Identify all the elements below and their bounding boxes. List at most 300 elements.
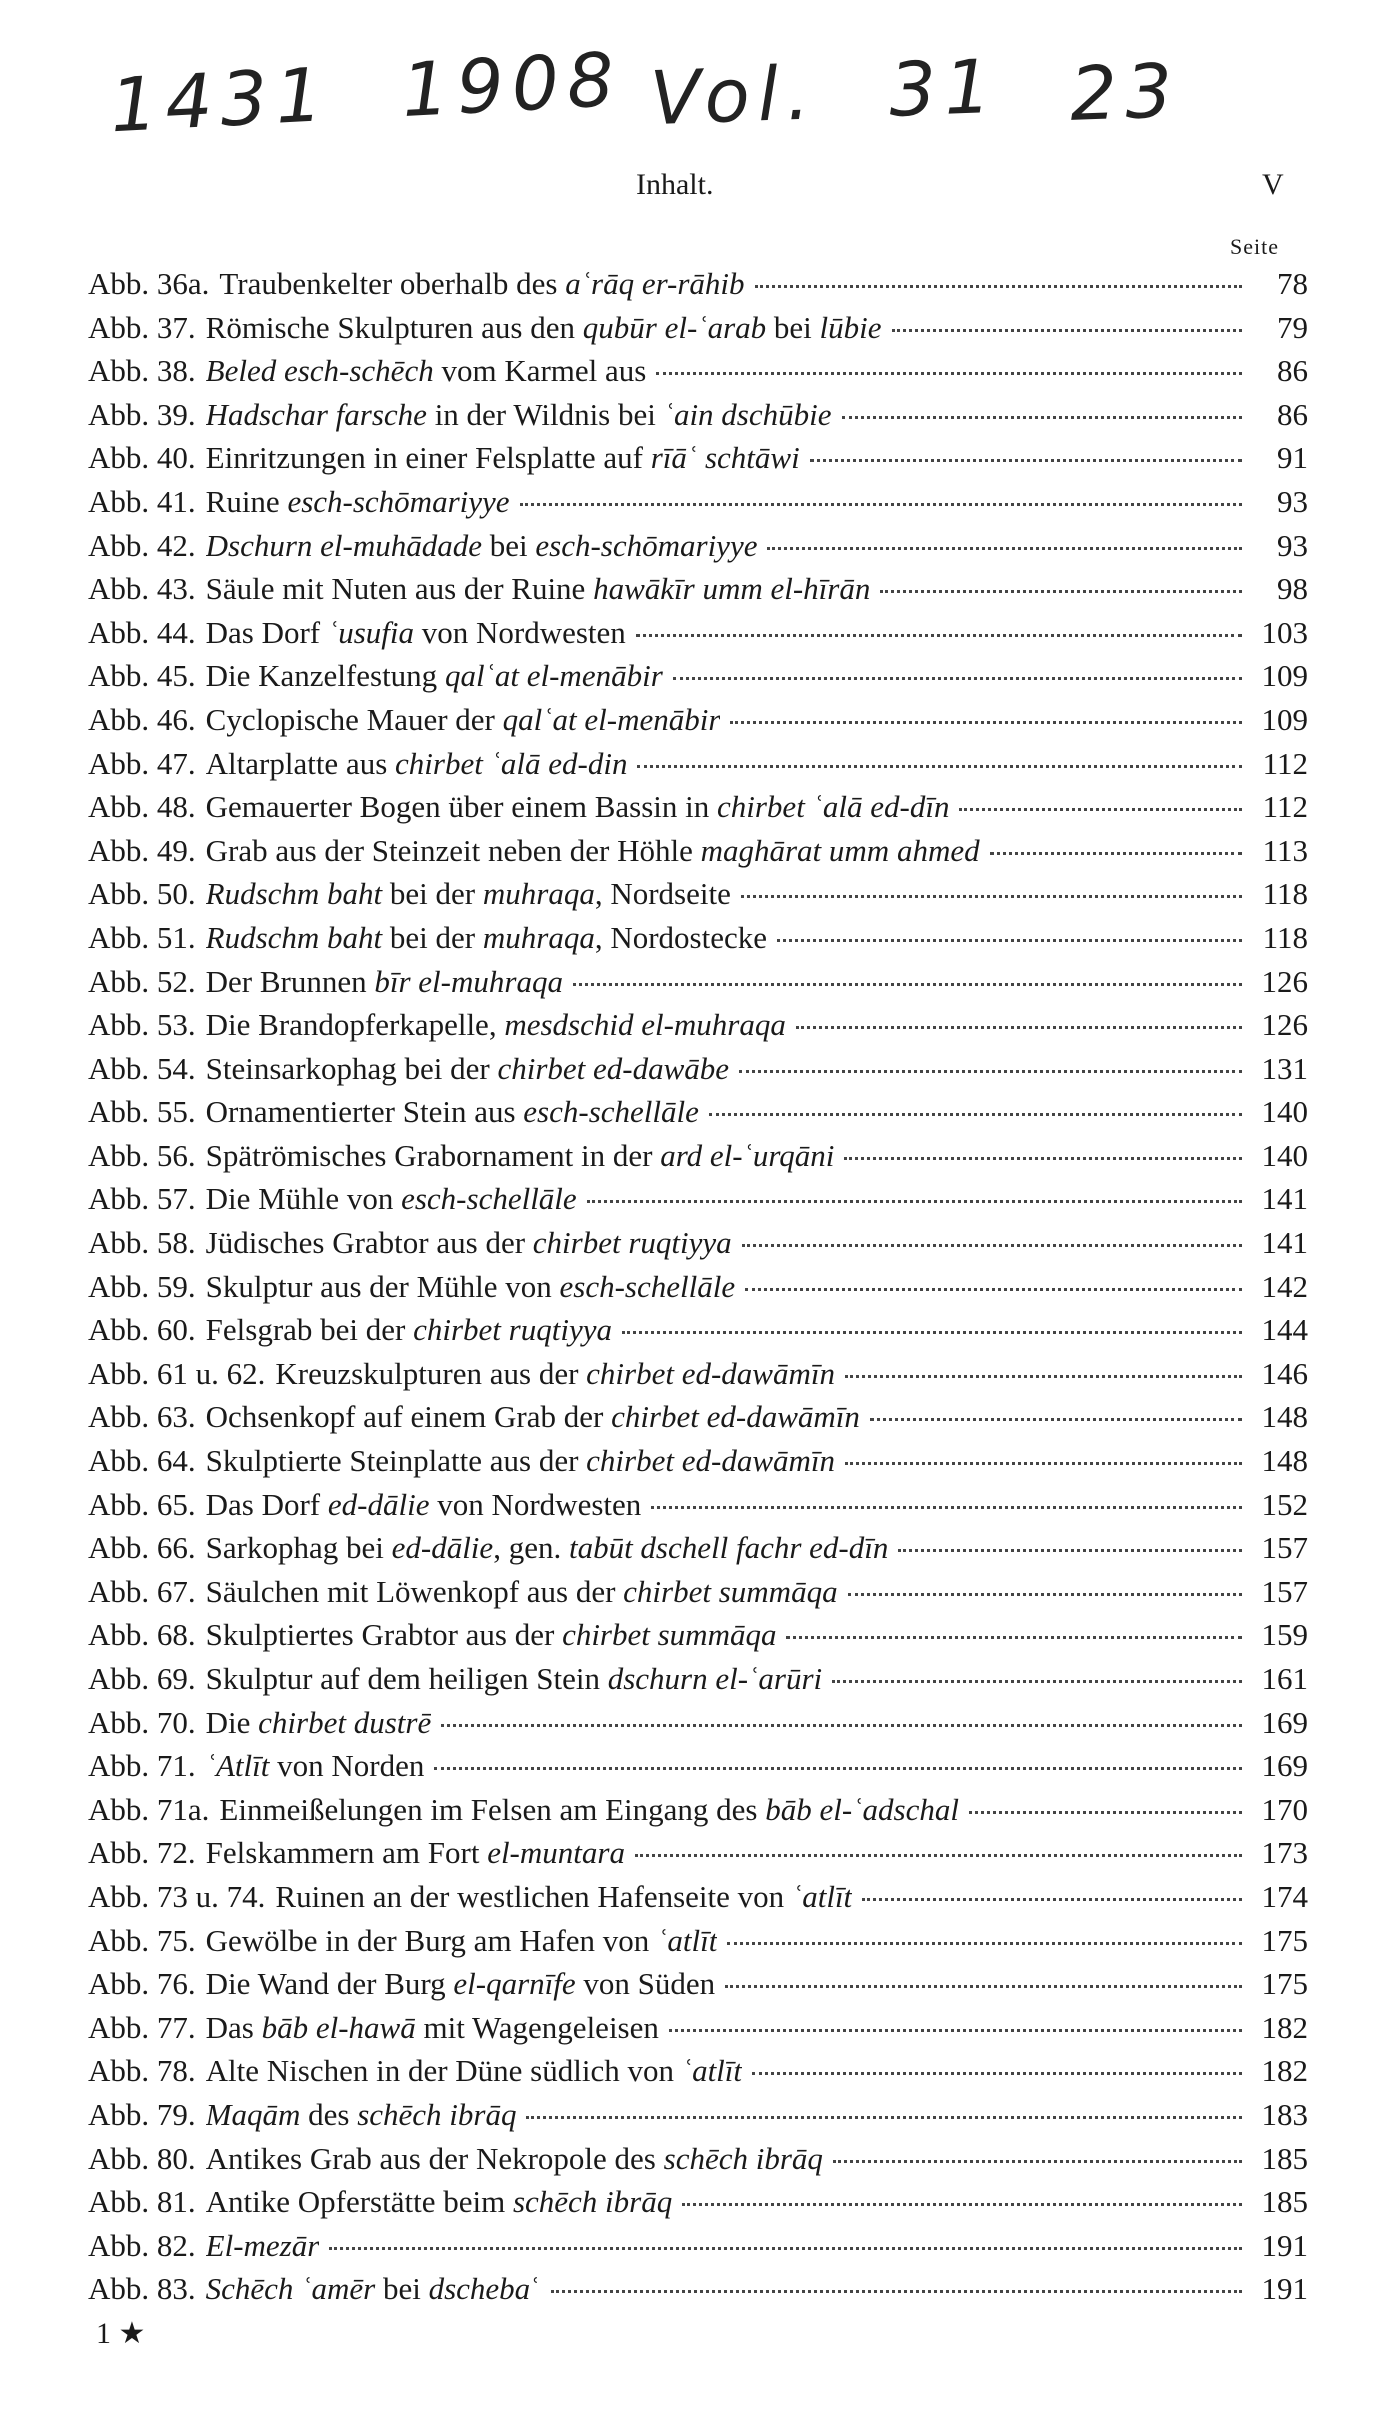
figure-list-item bbox=[88, 1831, 1308, 1875]
handwritten-note-number: 1431 1908 bbox=[108, 36, 625, 150]
caption-italic-term: esch-schellāle bbox=[523, 1094, 699, 1130]
figure-page-number: 157 bbox=[1261, 1530, 1308, 1566]
caption-italic-term: chirbet ruqtiyya bbox=[413, 1312, 612, 1348]
figure-number: Abb. 73 u. 74. bbox=[88, 1878, 266, 1914]
caption-italic-term: chirbet ed-dawāmīn bbox=[586, 1443, 835, 1479]
figure-list-item bbox=[88, 1265, 1308, 1309]
dot-leader bbox=[669, 2028, 1242, 2032]
figure-list-item bbox=[88, 2224, 1308, 2268]
caption-text: Skulptiertes Grabtor aus der bbox=[205, 1617, 563, 1653]
figure-page-number: 161 bbox=[1261, 1661, 1308, 1696]
figure-list-item bbox=[88, 1570, 1308, 1614]
figure-number: Abb. 75. bbox=[88, 1922, 196, 1958]
figure-list-item bbox=[88, 2093, 1308, 2137]
figure-number: Abb. 80. bbox=[88, 2140, 196, 2176]
figure-number: Abb. 63. bbox=[88, 1399, 196, 1435]
caption-text: Skulptur aus der Mühle von bbox=[205, 1268, 560, 1304]
dot-leader bbox=[969, 1810, 1242, 1814]
dot-leader bbox=[833, 2159, 1242, 2163]
figure-number: Abb. 60. bbox=[88, 1312, 196, 1348]
figure-list-item bbox=[88, 1134, 1308, 1178]
figure-number: Abb. 46. bbox=[88, 701, 196, 737]
caption-text: , Nordostecke bbox=[594, 919, 767, 955]
dot-leader bbox=[656, 371, 1242, 375]
figure-caption bbox=[206, 349, 647, 392]
caption-text: Das Dorf bbox=[205, 614, 328, 650]
figure-list-item bbox=[88, 349, 1308, 393]
figure-caption bbox=[206, 1962, 716, 2005]
figure-list-item bbox=[88, 1788, 1308, 1832]
figure-caption bbox=[206, 1134, 835, 1177]
caption-text: Ruine bbox=[205, 483, 288, 519]
figure-list-item bbox=[88, 654, 1308, 698]
caption-text: , Nordseite bbox=[594, 876, 731, 912]
caption-italic-term: muhraqa bbox=[482, 876, 595, 912]
figure-caption bbox=[206, 306, 882, 349]
page-column-label: Seite bbox=[1230, 234, 1279, 259]
caption-text: Säule mit Nuten aus der Ruine bbox=[205, 571, 594, 607]
caption-text: Cyclopische Mauer der bbox=[205, 701, 503, 737]
figure-caption bbox=[206, 480, 510, 523]
caption-italic-term: aʿrāq er-rāhib bbox=[565, 266, 745, 301]
caption-italic-term: ed-dālie bbox=[327, 1486, 430, 1522]
figure-caption bbox=[206, 1744, 425, 1787]
dot-leader bbox=[777, 938, 1242, 942]
caption-italic-term: ard el-ʿurqāni bbox=[660, 1137, 835, 1173]
figure-page-number: 152 bbox=[1261, 1486, 1308, 1522]
figure-page-number: 146 bbox=[1261, 1355, 1308, 1391]
figure-number: Abb. 45. bbox=[88, 658, 196, 694]
caption-italic-term: ʿAtlīt bbox=[205, 1748, 270, 1784]
caption-italic-term: Rudschm baht bbox=[205, 919, 383, 955]
figure-list-item bbox=[88, 2006, 1308, 2050]
signature-mark: 1 ★ bbox=[96, 2317, 146, 2350]
figure-list-item bbox=[88, 960, 1308, 1004]
caption-italic-term: dschurn el-ʿarūri bbox=[607, 1661, 823, 1696]
caption-text: Skulptur auf dem heiligen Stein bbox=[205, 1661, 608, 1696]
figure-list-item bbox=[88, 2137, 1308, 2181]
figure-list-item bbox=[88, 1526, 1308, 1570]
dot-leader bbox=[636, 633, 1242, 637]
caption-italic-term: esch-schellāle bbox=[401, 1181, 577, 1217]
caption-italic-term: chirbet summāqa bbox=[623, 1573, 838, 1609]
figure-list-item bbox=[88, 393, 1308, 437]
figure-list-item bbox=[88, 1701, 1308, 1745]
figure-caption bbox=[206, 2137, 823, 2180]
figure-list-item bbox=[88, 1657, 1308, 1701]
dot-leader bbox=[739, 1069, 1242, 1073]
figure-list-item bbox=[88, 1875, 1308, 1919]
caption-text: Einmeißelungen im Felsen am Eingang des bbox=[219, 1791, 766, 1827]
caption-italic-term: Maqām bbox=[205, 2096, 301, 2132]
caption-text: des bbox=[300, 2096, 358, 2132]
caption-italic-term: rīāʿ schtāwi bbox=[650, 440, 800, 476]
figure-number: Abb. 52. bbox=[88, 963, 196, 999]
figure-caption bbox=[206, 436, 800, 479]
caption-italic-term: Dschurn el-muhādade bbox=[205, 527, 483, 563]
dot-leader bbox=[844, 1156, 1242, 1160]
figure-number: Abb. 76. bbox=[88, 1966, 196, 2002]
figure-page-number: 112 bbox=[1262, 745, 1308, 781]
caption-text: Steinsarkophag bei der bbox=[205, 1050, 498, 1086]
figure-caption bbox=[206, 611, 626, 654]
figure-caption bbox=[206, 829, 980, 872]
figure-page-number: 126 bbox=[1261, 963, 1308, 999]
dot-leader bbox=[832, 1679, 1242, 1683]
dot-leader bbox=[892, 328, 1242, 332]
figure-caption bbox=[206, 1003, 786, 1046]
caption-text: bei der bbox=[382, 876, 483, 912]
caption-italic-term: bāb el-ʿadschal bbox=[765, 1791, 959, 1827]
figure-page-number: 112 bbox=[1262, 789, 1308, 825]
figure-page-number: 131 bbox=[1261, 1050, 1308, 1086]
dot-leader bbox=[848, 1592, 1242, 1596]
caption-italic-term: hawākīr umm el-hīrān bbox=[593, 571, 871, 607]
caption-italic-term: dscheba bbox=[428, 2271, 531, 2307]
figure-page-number: 118 bbox=[1262, 919, 1308, 955]
dot-leader bbox=[898, 1548, 1242, 1552]
handwritten-note bbox=[108, 36, 1260, 170]
figure-caption bbox=[206, 524, 758, 567]
dot-leader bbox=[990, 851, 1242, 855]
figure-number: Abb. 59. bbox=[88, 1268, 196, 1304]
figure-page-number: 103 bbox=[1261, 614, 1308, 650]
figure-caption bbox=[206, 1613, 777, 1656]
dot-leader bbox=[959, 807, 1242, 811]
caption-italic-term: Rudschm baht bbox=[205, 876, 383, 912]
caption-italic-term: ʿain dschūbie bbox=[663, 396, 832, 432]
caption-text: Der Brunnen bbox=[205, 963, 375, 999]
figure-caption bbox=[219, 262, 744, 305]
dot-leader bbox=[845, 1374, 1242, 1378]
figure-page-number: 113 bbox=[1262, 832, 1308, 868]
caption-text: von Norden bbox=[269, 1748, 425, 1784]
figure-list-item bbox=[88, 1919, 1308, 1963]
figure-page-number: 185 bbox=[1261, 2184, 1308, 2220]
dot-leader bbox=[551, 2289, 1243, 2293]
dot-leader bbox=[755, 284, 1242, 288]
figure-caption bbox=[275, 1875, 852, 1918]
caption-italic-term: chirbet ed-dawāmīn bbox=[611, 1399, 860, 1435]
caption-text: von Nordwesten bbox=[429, 1486, 642, 1522]
caption-text: ʿ bbox=[530, 2271, 541, 2307]
caption-text: Säulchen mit Löwenkopf aus der bbox=[205, 1573, 624, 1609]
dot-leader bbox=[637, 764, 1242, 768]
figure-number: Abb. 79. bbox=[88, 2096, 196, 2132]
caption-text: Das bbox=[205, 2009, 262, 2045]
dot-leader bbox=[441, 1723, 1242, 1727]
caption-italic-term: chirbet dustrē bbox=[258, 1704, 432, 1740]
figure-list-item bbox=[88, 1003, 1308, 1047]
caption-italic-term: maghārat umm ahmed bbox=[700, 832, 980, 868]
figure-number: Abb. 58. bbox=[88, 1225, 196, 1261]
caption-text: von Süden bbox=[575, 1966, 716, 2002]
dot-leader bbox=[709, 1112, 1242, 1116]
figure-number: Abb. 54. bbox=[88, 1050, 196, 1086]
figure-number: Abb. 49. bbox=[88, 832, 196, 868]
figure-list-item bbox=[88, 916, 1308, 960]
figure-caption bbox=[206, 2224, 320, 2267]
caption-italic-term: qalʿat el-menābir bbox=[444, 658, 663, 694]
caption-text: bei bbox=[375, 2271, 429, 2307]
dot-leader bbox=[742, 1243, 1242, 1247]
figure-number: Abb. 67. bbox=[88, 1573, 196, 1609]
caption-text: Traubenkelter oberhalb des bbox=[219, 266, 566, 301]
figure-page-number: 141 bbox=[1261, 1181, 1308, 1217]
figure-page-number: 93 bbox=[1277, 483, 1308, 519]
figure-list-item bbox=[88, 1352, 1308, 1396]
figure-page-number: 86 bbox=[1277, 396, 1308, 432]
figure-caption bbox=[219, 1788, 959, 1831]
caption-italic-term: El-mezār bbox=[205, 2227, 320, 2263]
figure-number: Abb. 40. bbox=[88, 440, 196, 476]
figure-caption bbox=[206, 1526, 889, 1569]
figure-page-number: 148 bbox=[1261, 1399, 1308, 1435]
caption-italic-term: qubūr el-ʿarab bbox=[582, 309, 767, 345]
figure-list-item bbox=[88, 262, 1308, 306]
figure-list-item bbox=[88, 1221, 1308, 1265]
figure-page-number: 144 bbox=[1261, 1312, 1308, 1348]
caption-italic-term: ed-dālie bbox=[391, 1530, 494, 1566]
running-head-title: Inhalt. bbox=[636, 168, 714, 201]
caption-text: bei bbox=[482, 527, 536, 563]
figure-page-number: 174 bbox=[1261, 1878, 1308, 1914]
caption-italic-term: chirbet ed-dawāmīn bbox=[586, 1355, 835, 1391]
figure-page-number: 126 bbox=[1261, 1007, 1308, 1043]
caption-text: mit Wagengeleisen bbox=[415, 2009, 659, 2045]
figure-number: Abb. 47. bbox=[88, 745, 196, 781]
caption-text: von Nordwesten bbox=[414, 614, 626, 650]
figure-list-item bbox=[88, 306, 1308, 350]
caption-text: Kreuzskulpturen aus der bbox=[275, 1355, 587, 1391]
figure-list-item bbox=[88, 1962, 1308, 2006]
figure-caption bbox=[206, 1265, 735, 1308]
caption-italic-term: schēch ibrāq bbox=[512, 2184, 673, 2220]
handwritten-note-volume: Vol. 31 bbox=[648, 43, 1001, 143]
caption-text: Das Dorf bbox=[205, 1486, 328, 1522]
figure-list-item bbox=[88, 2180, 1308, 2224]
caption-text: Gewölbe in der Burg am Hafen von bbox=[205, 1922, 658, 1958]
figure-caption bbox=[206, 1657, 822, 1700]
caption-text: Grab aus der Steinzeit neben der Höhle bbox=[205, 832, 701, 868]
caption-italic-term: Schēch ʿamēr bbox=[205, 2271, 376, 2307]
figure-page-number: 182 bbox=[1261, 2053, 1308, 2089]
figure-number: Abb. 71. bbox=[88, 1748, 196, 1784]
figure-list bbox=[88, 262, 1308, 2311]
figure-caption bbox=[206, 393, 832, 436]
caption-italic-term: muhraqa bbox=[482, 919, 595, 955]
figure-page-number: 169 bbox=[1261, 1748, 1308, 1784]
figure-list-item bbox=[88, 524, 1308, 568]
figure-number: Abb. 70. bbox=[88, 1704, 196, 1740]
caption-text: Antikes Grab aus der Nekropole des bbox=[205, 2140, 664, 2176]
figure-list-item bbox=[88, 1177, 1308, 1221]
dot-leader bbox=[673, 676, 1242, 680]
dot-leader bbox=[870, 1417, 1242, 1421]
figure-number: Abb. 50. bbox=[88, 876, 196, 912]
figure-number: Abb. 56. bbox=[88, 1137, 196, 1173]
figure-number: Abb. 61 u. 62. bbox=[88, 1355, 266, 1391]
figure-caption bbox=[206, 872, 731, 915]
caption-text: bei der bbox=[382, 919, 483, 955]
caption-italic-term: ʿatlīt bbox=[657, 1922, 718, 1958]
dot-leader bbox=[622, 1330, 1242, 1334]
figure-caption bbox=[206, 1483, 642, 1526]
dot-leader bbox=[635, 1853, 1242, 1857]
figure-page-number: 173 bbox=[1261, 1835, 1308, 1871]
figure-page-number: 141 bbox=[1261, 1225, 1308, 1261]
figure-caption bbox=[206, 1701, 432, 1744]
figure-page-number: 169 bbox=[1261, 1704, 1308, 1740]
dot-leader bbox=[842, 415, 1242, 419]
figure-page-number: 191 bbox=[1261, 2227, 1308, 2263]
caption-italic-term: ʿatlīt bbox=[791, 1878, 853, 1914]
caption-italic-term: qalʿat el-menābir bbox=[502, 701, 721, 737]
figure-caption bbox=[206, 1090, 699, 1133]
figure-number: Abb. 77. bbox=[88, 2009, 196, 2045]
caption-italic-term: chirbet summāqa bbox=[562, 1617, 777, 1653]
dot-leader bbox=[862, 1897, 1242, 1901]
figure-page-number: 142 bbox=[1261, 1268, 1308, 1304]
caption-italic-term: esch-schōmariyye bbox=[287, 483, 510, 519]
dot-leader bbox=[745, 1287, 1242, 1291]
caption-italic-term: el-qarnīfe bbox=[453, 1966, 576, 2002]
figure-number: Abb. 53. bbox=[88, 1007, 196, 1043]
figure-page-number: 148 bbox=[1261, 1443, 1308, 1479]
caption-text: Jüdisches Grabtor aus der bbox=[205, 1225, 533, 1261]
figure-caption bbox=[206, 916, 767, 959]
dot-leader bbox=[727, 1941, 1242, 1945]
figure-caption bbox=[206, 785, 950, 828]
caption-italic-term: ʿatlīt bbox=[681, 2053, 743, 2089]
caption-italic-term: chirbet ʿalā ed-din bbox=[395, 745, 628, 781]
figure-list-item bbox=[88, 1483, 1308, 1527]
dot-leader bbox=[741, 894, 1242, 898]
figure-number: Abb. 82. bbox=[88, 2227, 196, 2263]
figure-page-number: 93 bbox=[1277, 527, 1308, 563]
figure-page-number: 175 bbox=[1261, 1966, 1308, 2002]
caption-text: Ornamentierter Stein aus bbox=[205, 1094, 524, 1130]
figure-caption bbox=[206, 1439, 835, 1482]
caption-italic-term: el-muntara bbox=[487, 1835, 625, 1871]
caption-italic-term: Hadschar farsche bbox=[205, 396, 427, 432]
figure-list-item bbox=[88, 1308, 1308, 1352]
figure-number: Abb. 71a. bbox=[88, 1791, 210, 1827]
dot-leader bbox=[752, 2071, 1242, 2075]
figure-list-item bbox=[88, 1395, 1308, 1439]
figure-caption bbox=[206, 2267, 541, 2310]
figure-number: Abb. 48. bbox=[88, 789, 196, 825]
figure-page-number: 109 bbox=[1261, 701, 1308, 737]
dot-leader bbox=[725, 1984, 1242, 1988]
figure-number: Abb. 68. bbox=[88, 1617, 196, 1653]
figure-list-item bbox=[88, 1090, 1308, 1134]
caption-italic-term: Beled esch-schēch bbox=[205, 353, 434, 389]
figure-caption bbox=[206, 1308, 612, 1351]
caption-text: Gemauerter Bogen über einem Bassin in bbox=[205, 789, 717, 825]
dot-leader bbox=[329, 2246, 1242, 2250]
caption-text: Römische Skulpturen aus den bbox=[205, 309, 583, 345]
figure-number: Abb. 69. bbox=[88, 1661, 196, 1696]
caption-text: vom Karmel aus bbox=[433, 353, 647, 389]
figure-caption bbox=[206, 1395, 860, 1438]
figure-number: Abb. 42. bbox=[88, 527, 196, 563]
dot-leader bbox=[730, 720, 1242, 724]
figure-list-item bbox=[88, 1439, 1308, 1483]
figure-list-item bbox=[88, 742, 1308, 786]
figure-number: Abb. 41. bbox=[88, 483, 196, 519]
dot-leader bbox=[810, 458, 1242, 462]
caption-text: Einritzungen in einer Felsplatte auf bbox=[205, 440, 651, 476]
figure-list-item bbox=[88, 1744, 1308, 1788]
dot-leader bbox=[796, 1025, 1242, 1029]
figure-number: Abb. 55. bbox=[88, 1094, 196, 1130]
caption-text: Ruinen an der westlichen Hafenseite von bbox=[275, 1878, 792, 1914]
caption-text: Ochsenkopf auf einem Grab der bbox=[205, 1399, 612, 1435]
figure-caption bbox=[206, 742, 628, 785]
figure-list-item bbox=[88, 2049, 1308, 2093]
running-head bbox=[0, 168, 1388, 208]
figure-number: Abb. 38. bbox=[88, 353, 196, 389]
figure-number: Abb. 64. bbox=[88, 1443, 196, 1479]
caption-italic-term: schēch ibrāq bbox=[663, 2140, 823, 2176]
figure-page-number: 109 bbox=[1261, 658, 1308, 694]
caption-italic-term: chirbet ruqtiyya bbox=[532, 1225, 732, 1261]
figure-page-number: 159 bbox=[1261, 1617, 1308, 1653]
figure-caption bbox=[206, 1919, 718, 1962]
figure-caption bbox=[206, 2006, 659, 2049]
figure-page-number: 91 bbox=[1277, 440, 1308, 476]
caption-text: Antike Opferstätte beim bbox=[205, 2184, 513, 2220]
caption-italic-term: esch-schellāle bbox=[559, 1268, 736, 1304]
figure-number: Abb. 39. bbox=[88, 396, 196, 432]
figure-number: Abb. 65. bbox=[88, 1486, 196, 1522]
dot-leader bbox=[845, 1461, 1242, 1465]
figure-number: Abb. 83. bbox=[88, 2271, 196, 2307]
caption-text: Altarplatte aus bbox=[205, 745, 396, 781]
figure-page-number: 78 bbox=[1277, 266, 1308, 301]
caption-text: Die bbox=[205, 1704, 259, 1740]
figure-page-number: 191 bbox=[1261, 2271, 1308, 2307]
caption-text: Felsgrab bei der bbox=[205, 1312, 414, 1348]
figure-caption bbox=[206, 2049, 742, 2092]
figure-page-number: 79 bbox=[1277, 309, 1308, 345]
caption-text: Felskammern am Fort bbox=[205, 1835, 488, 1871]
figure-list-item bbox=[88, 785, 1308, 829]
dot-leader bbox=[520, 502, 1242, 506]
caption-italic-term: lūbie bbox=[819, 309, 882, 345]
figure-caption bbox=[206, 1570, 838, 1613]
figure-number: Abb. 36a. bbox=[88, 266, 210, 301]
figure-page-number: 118 bbox=[1262, 876, 1308, 912]
figure-number: Abb. 72. bbox=[88, 1835, 196, 1871]
dot-leader bbox=[573, 982, 1242, 986]
figure-list-item bbox=[88, 872, 1308, 916]
dot-leader bbox=[587, 1199, 1242, 1203]
caption-italic-term: bīr el-muhraqa bbox=[374, 963, 563, 999]
running-head-page-number: V bbox=[1262, 168, 1284, 201]
caption-italic-term: mesdschid el-muhraqa bbox=[504, 1007, 786, 1043]
figure-caption bbox=[206, 698, 721, 741]
figure-list-item bbox=[88, 567, 1308, 611]
figure-list-item bbox=[88, 2267, 1308, 2311]
figure-caption bbox=[206, 2093, 517, 2136]
dot-leader bbox=[434, 1766, 1242, 1770]
figure-page-number: 140 bbox=[1261, 1094, 1308, 1130]
figure-caption bbox=[206, 1047, 729, 1090]
caption-text: Die Brandopferkapelle, bbox=[205, 1007, 505, 1043]
figure-caption bbox=[206, 1831, 625, 1874]
